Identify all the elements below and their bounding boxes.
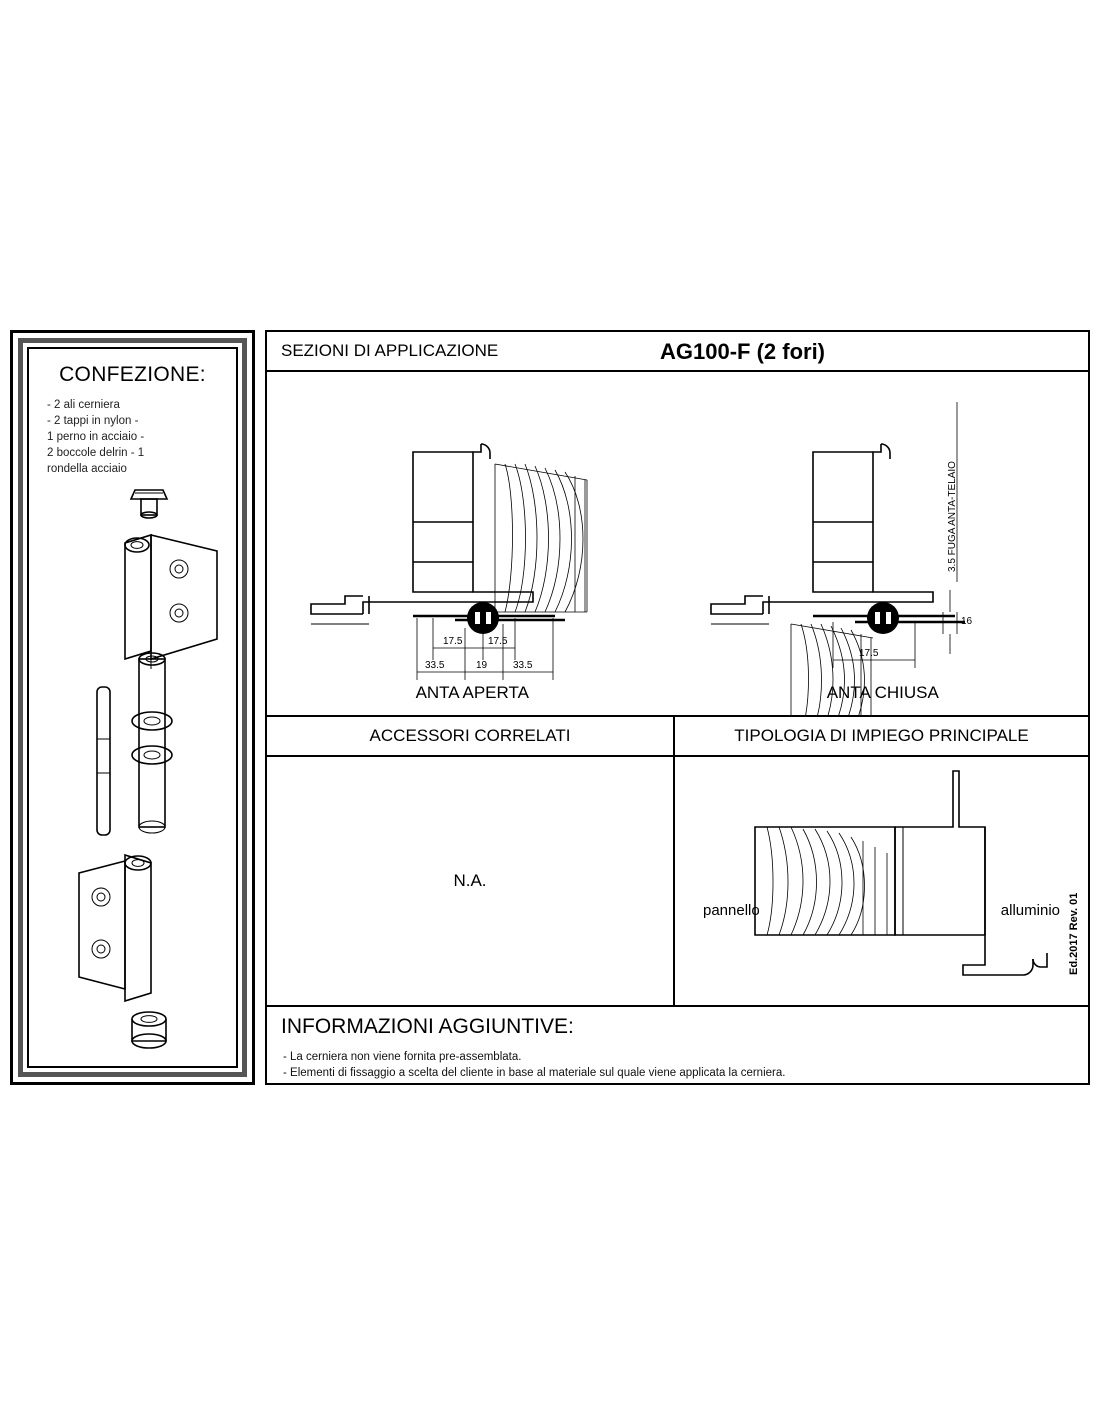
additional-info-lines: [283, 1049, 785, 1081]
usage-illustration: [675, 757, 1088, 1005]
dim-closed-2: 16: [961, 616, 973, 627]
package-item: - 2 tappi in nylon -: [47, 415, 139, 427]
caption-anta-chiusa: ANTA CHIUSA: [826, 683, 939, 702]
product-code: AG100-F (2 fori): [659, 339, 826, 364]
additional-info-box: [267, 1007, 1088, 1083]
steel-washer-icon-1: [132, 712, 172, 730]
dim-closed-1: 17.5: [859, 648, 879, 659]
info-line: - Elementi di fissaggio a scelta del cliente in base al materiale sul quale viene applicata la cerniera.: [283, 1067, 786, 1079]
technical-datasheet: [10, 330, 1090, 1090]
package-item: rondella acciaio: [47, 463, 127, 475]
package-item: - 2 ali cerniera: [47, 399, 120, 411]
steel-pin-icon: [97, 687, 110, 835]
package-item: 2 boccole delrin - 1: [47, 447, 145, 459]
usage-label-panel: pannello: [703, 902, 760, 919]
accessories-title: ACCESSORI CORRELATI: [267, 717, 675, 755]
edition-revision-label: Ed.2017 Rev. 01: [1068, 892, 1080, 975]
header-row: [267, 332, 1088, 372]
nylon-cap-top-icon: [131, 490, 167, 518]
steel-washer-icon-2: [132, 746, 172, 764]
subsection-titles-row: [267, 717, 1088, 757]
caption-anta-aperta: ANTA APERTA: [415, 683, 529, 702]
additional-info-title: INFORMAZIONI AGGIUNTIVE:: [281, 1015, 574, 1038]
package-panel: [10, 330, 255, 1085]
delrin-bushing-tube-icon: [139, 653, 165, 833]
right-block: [265, 330, 1090, 1085]
section-drawings: [267, 372, 1088, 715]
hinge-leaf-upper-icon: [125, 535, 217, 669]
dim-open-1: 17.5: [443, 636, 463, 647]
dim-open-2: 17.5: [488, 636, 508, 647]
application-sections: [267, 372, 1088, 717]
panel-hatch-usage: [755, 827, 895, 935]
dim-open-4: 19: [476, 660, 488, 671]
nylon-cap-bottom-icon: [132, 1012, 166, 1048]
dim-open-5: 33.5: [513, 660, 533, 671]
usage-label-aluminium: alluminio: [1000, 902, 1060, 919]
package-frame-inner: [27, 347, 238, 1068]
section-open-drawing: [311, 444, 587, 680]
package-contents-list: [47, 397, 227, 477]
hinge-leaf-lower-icon: [79, 855, 151, 1001]
package-frame-outer: [18, 338, 247, 1077]
vertical-note-closed: 3.5 FUGA ANTA-TELAIO: [947, 461, 958, 572]
section-closed-drawing: [711, 402, 973, 715]
panel-hatch-open: [495, 464, 587, 612]
accessories-value: N.A.: [267, 757, 675, 1005]
sections-header-label: SEZIONI DI APPLICAZIONE: [281, 341, 499, 360]
usage-title: TIPOLOGIA DI IMPIEGO PRINCIPALE: [734, 726, 1029, 745]
aluminium-profile-usage: [895, 771, 1047, 975]
info-line: - La cerniera non viene fornita pre-assemblata.: [283, 1051, 522, 1063]
dim-open-3: 33.5: [425, 660, 445, 671]
package-title: CONFEZIONE:: [59, 363, 206, 386]
package-item: 1 perno in acciaio -: [47, 431, 145, 443]
subsection-content-row: [267, 757, 1088, 1007]
hinge-exploded-view-illustration: [29, 477, 236, 1066]
